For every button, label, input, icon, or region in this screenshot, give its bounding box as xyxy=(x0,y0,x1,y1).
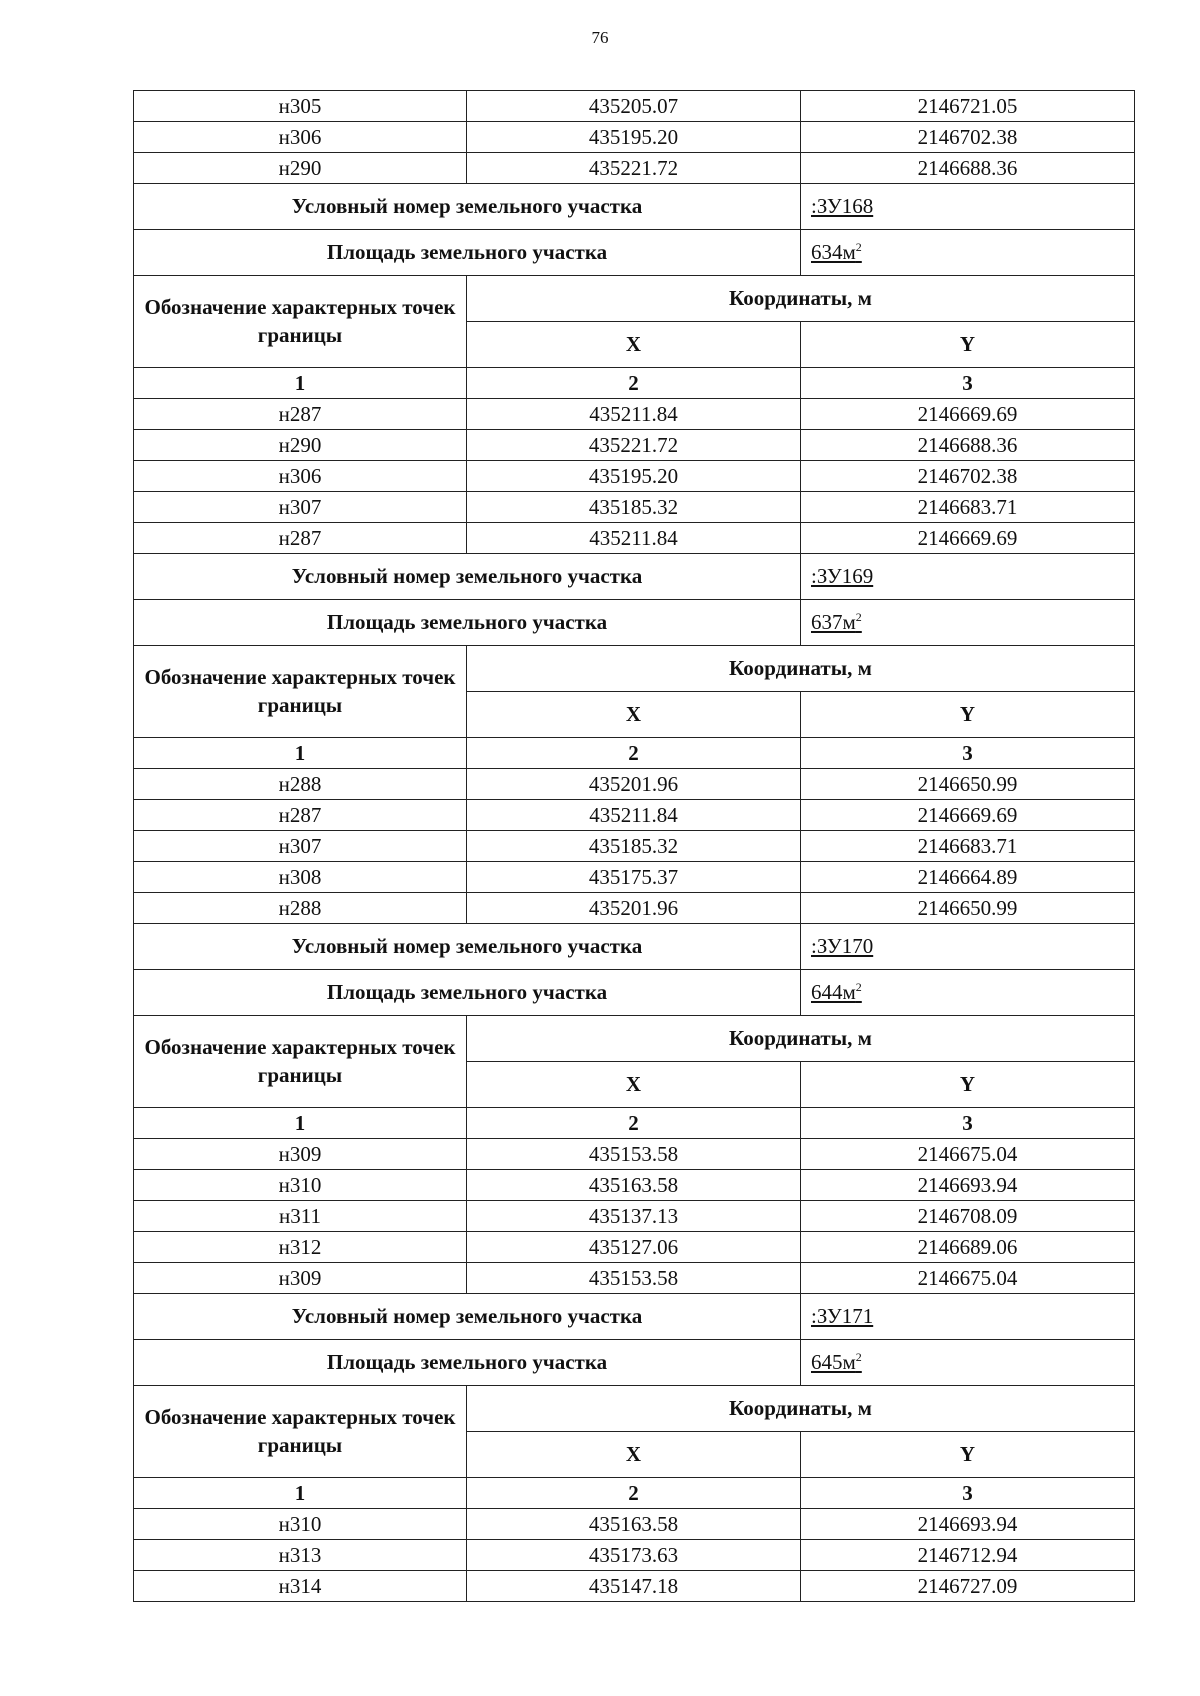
parcel-number-value-cell xyxy=(801,924,1135,970)
parcel-area-row xyxy=(134,230,1135,276)
y-header: Y xyxy=(801,1432,1135,1478)
point-id-cell: н311 xyxy=(134,1201,467,1232)
point-id-cell: н309 xyxy=(134,1139,467,1170)
parcel-area-value xyxy=(811,610,862,634)
x-header: X xyxy=(467,1062,801,1108)
column-number-1: 1 xyxy=(134,368,467,399)
point-row xyxy=(134,1139,1135,1170)
x-coordinate-cell: 435221.72 xyxy=(467,153,801,184)
x-coordinate-cell: 435201.96 xyxy=(467,769,801,800)
coordinates-header-row xyxy=(134,1386,1135,1432)
point-row xyxy=(134,1201,1135,1232)
parcel-area-label: Площадь земельного участка xyxy=(134,970,801,1016)
point-id-cell: н290 xyxy=(134,153,467,184)
y-coordinate-cell: 2146702.38 xyxy=(801,122,1135,153)
parcel-number-label: Условный номер земельного участка xyxy=(134,184,801,230)
y-coordinate-cell: 2146669.69 xyxy=(801,800,1135,831)
point-id-cell: н312 xyxy=(134,1232,467,1263)
y-coordinate-cell: 2146702.38 xyxy=(801,461,1135,492)
y-coordinate-cell: 2146664.89 xyxy=(801,862,1135,893)
point-row xyxy=(134,1509,1135,1540)
point-row xyxy=(134,1263,1135,1294)
parcel-number-value: :ЗУ170 xyxy=(811,934,874,958)
parcel-area-number: 645м xyxy=(811,1350,856,1374)
column-number-2: 2 xyxy=(467,1108,801,1139)
point-row xyxy=(134,399,1135,430)
parcel-area-row xyxy=(134,600,1135,646)
parcel-number-row xyxy=(134,184,1135,230)
parcel-number-row xyxy=(134,924,1135,970)
x-coordinate-cell: 435153.58 xyxy=(467,1139,801,1170)
y-coordinate-cell: 2146689.06 xyxy=(801,1232,1135,1263)
y-coordinate-cell: 2146693.94 xyxy=(801,1509,1135,1540)
point-id-cell: н306 xyxy=(134,122,467,153)
x-coordinate-cell: 435211.84 xyxy=(467,523,801,554)
y-coordinate-cell: 2146708.09 xyxy=(801,1201,1135,1232)
x-coordinate-cell: 435221.72 xyxy=(467,430,801,461)
parcel-number-label: Условный номер земельного участка xyxy=(134,924,801,970)
y-header: Y xyxy=(801,1062,1135,1108)
parcel-number-label: Условный номер земельного участка xyxy=(134,554,801,600)
x-coordinate-cell: 435147.18 xyxy=(467,1571,801,1602)
column-number-1: 1 xyxy=(134,1478,467,1509)
x-coordinate-cell: 435211.84 xyxy=(467,800,801,831)
x-coordinate-cell: 435211.84 xyxy=(467,399,801,430)
parcel-area-label: Площадь земельного участка xyxy=(134,600,801,646)
x-coordinate-cell: 435153.58 xyxy=(467,1263,801,1294)
x-header: X xyxy=(467,692,801,738)
parcel-area-label: Площадь земельного участка xyxy=(134,230,801,276)
parcel-number-value-cell xyxy=(801,184,1135,230)
parcel-area-row xyxy=(134,970,1135,1016)
y-coordinate-cell: 2146650.99 xyxy=(801,893,1135,924)
parcel-area-value xyxy=(811,240,862,264)
point-row xyxy=(134,492,1135,523)
x-coordinate-cell: 435137.13 xyxy=(467,1201,801,1232)
y-coordinate-cell: 2146712.94 xyxy=(801,1540,1135,1571)
y-coordinate-cell: 2146650.99 xyxy=(801,769,1135,800)
coordinates-header-row xyxy=(134,646,1135,692)
coordinates-header-row xyxy=(134,1016,1135,1062)
coordinates-header: Координаты, м xyxy=(467,646,1135,692)
column-number-row xyxy=(134,738,1135,769)
point-id-cell: н307 xyxy=(134,492,467,523)
column-number-row xyxy=(134,1478,1135,1509)
x-coordinate-cell: 435163.58 xyxy=(467,1509,801,1540)
parcel-area-value-cell xyxy=(801,1340,1135,1386)
continuation-row xyxy=(134,122,1135,153)
point-designation-header: Обозначение характерных точек границы xyxy=(134,1016,467,1108)
y-header: Y xyxy=(801,322,1135,368)
point-row xyxy=(134,862,1135,893)
column-number-2: 2 xyxy=(467,1478,801,1509)
x-header: X xyxy=(467,322,801,368)
point-row xyxy=(134,1571,1135,1602)
y-coordinate-cell: 2146683.71 xyxy=(801,831,1135,862)
area-exponent: 2 xyxy=(855,980,862,994)
point-row xyxy=(134,1170,1135,1201)
y-coordinate-cell: 2146727.09 xyxy=(801,1571,1135,1602)
y-coordinate-cell: 2146688.36 xyxy=(801,430,1135,461)
column-number-3: 3 xyxy=(801,1108,1135,1139)
column-number-row xyxy=(134,1108,1135,1139)
parcel-area-label: Площадь земельного участка xyxy=(134,1340,801,1386)
point-id-cell: н290 xyxy=(134,430,467,461)
coordinates-header: Координаты, м xyxy=(467,276,1135,322)
x-coordinate-cell: 435201.96 xyxy=(467,893,801,924)
point-row xyxy=(134,523,1135,554)
parcel-area-value-cell xyxy=(801,970,1135,1016)
point-designation-header: Обозначение характерных точек границы xyxy=(134,646,467,738)
point-row xyxy=(134,1232,1135,1263)
point-id-cell: н307 xyxy=(134,831,467,862)
parcel-area-number: 637м xyxy=(811,610,856,634)
y-coordinate-cell: 2146675.04 xyxy=(801,1263,1135,1294)
parcel-area-row xyxy=(134,1340,1135,1386)
x-coordinate-cell: 435195.20 xyxy=(467,461,801,492)
y-coordinate-cell: 2146669.69 xyxy=(801,523,1135,554)
coordinates-table xyxy=(133,90,1135,1602)
y-coordinate-cell: 2146688.36 xyxy=(801,153,1135,184)
x-coordinate-cell: 435185.32 xyxy=(467,831,801,862)
point-id-cell: н313 xyxy=(134,1540,467,1571)
point-id-cell: н310 xyxy=(134,1170,467,1201)
x-coordinate-cell: 435173.63 xyxy=(467,1540,801,1571)
area-exponent: 2 xyxy=(855,1350,862,1364)
y-coordinate-cell: 2146693.94 xyxy=(801,1170,1135,1201)
x-coordinate-cell: 435205.07 xyxy=(467,91,801,122)
point-row xyxy=(134,831,1135,862)
point-row xyxy=(134,800,1135,831)
column-number-1: 1 xyxy=(134,738,467,769)
point-row xyxy=(134,1540,1135,1571)
column-number-2: 2 xyxy=(467,738,801,769)
point-row xyxy=(134,461,1135,492)
x-header: X xyxy=(467,1432,801,1478)
area-exponent: 2 xyxy=(855,610,862,624)
point-id-cell: н287 xyxy=(134,800,467,831)
parcel-area-value xyxy=(811,980,862,1004)
parcel-area-number: 634м xyxy=(811,240,856,264)
y-coordinate-cell: 2146669.69 xyxy=(801,399,1135,430)
y-coordinate-cell: 2146675.04 xyxy=(801,1139,1135,1170)
y-header: Y xyxy=(801,692,1135,738)
y-coordinate-cell: 2146683.71 xyxy=(801,492,1135,523)
point-id-cell: н287 xyxy=(134,523,467,554)
x-coordinate-cell: 435185.32 xyxy=(467,492,801,523)
point-row xyxy=(134,769,1135,800)
point-id-cell: н288 xyxy=(134,769,467,800)
x-coordinate-cell: 435175.37 xyxy=(467,862,801,893)
column-number-3: 3 xyxy=(801,738,1135,769)
column-number-3: 3 xyxy=(801,368,1135,399)
parcel-area-value-cell xyxy=(801,230,1135,276)
column-number-3: 3 xyxy=(801,1478,1135,1509)
x-coordinate-cell: 435127.06 xyxy=(467,1232,801,1263)
parcel-area-value-cell xyxy=(801,600,1135,646)
continuation-row xyxy=(134,91,1135,122)
parcel-number-label: Условный номер земельного участка xyxy=(134,1294,801,1340)
continuation-row xyxy=(134,153,1135,184)
x-coordinate-cell: 435163.58 xyxy=(467,1170,801,1201)
column-number-1: 1 xyxy=(134,1108,467,1139)
point-row xyxy=(134,430,1135,461)
parcel-number-value-cell xyxy=(801,554,1135,600)
parcel-area-number: 644м xyxy=(811,980,856,1004)
x-coordinate-cell: 435195.20 xyxy=(467,122,801,153)
point-id-cell: н306 xyxy=(134,461,467,492)
column-number-row xyxy=(134,368,1135,399)
point-id-cell: н288 xyxy=(134,893,467,924)
parcel-area-value xyxy=(811,1350,862,1374)
parcel-number-row xyxy=(134,1294,1135,1340)
y-coordinate-cell: 2146721.05 xyxy=(801,91,1135,122)
coordinates-header: Координаты, м xyxy=(467,1386,1135,1432)
point-id-cell: н287 xyxy=(134,399,467,430)
page-number: 76 xyxy=(591,28,609,47)
parcel-number-value: :ЗУ168 xyxy=(811,194,874,218)
area-exponent: 2 xyxy=(855,240,862,254)
point-id-cell: н314 xyxy=(134,1571,467,1602)
point-row xyxy=(134,893,1135,924)
parcel-number-value: :ЗУ171 xyxy=(811,1304,874,1328)
point-id-cell: н310 xyxy=(134,1509,467,1540)
point-designation-header: Обозначение характерных точек границы xyxy=(134,1386,467,1478)
coordinates-header-row xyxy=(134,276,1135,322)
parcel-number-value-cell xyxy=(801,1294,1135,1340)
point-id-cell: н309 xyxy=(134,1263,467,1294)
coordinates-header: Координаты, м xyxy=(467,1016,1135,1062)
parcel-number-row xyxy=(134,554,1135,600)
column-number-2: 2 xyxy=(467,368,801,399)
point-designation-header: Обозначение характерных точек границы xyxy=(134,276,467,368)
parcel-number-value: :ЗУ169 xyxy=(811,564,874,588)
point-id-cell: н308 xyxy=(134,862,467,893)
point-id-cell: н305 xyxy=(134,91,467,122)
